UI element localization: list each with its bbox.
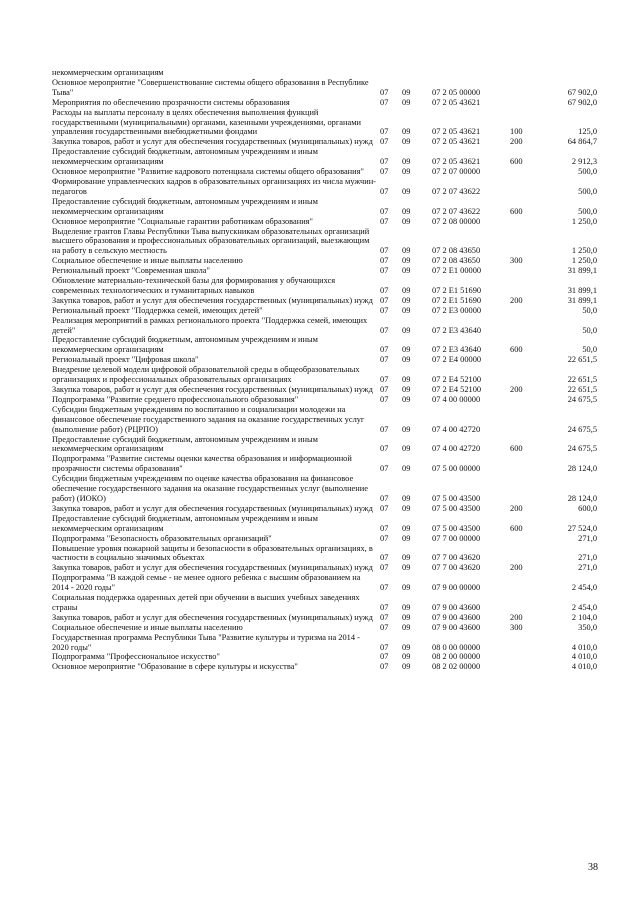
row-amount: 22 651,5: [567, 375, 597, 385]
row-section: 07: [380, 375, 389, 385]
row-expense-type: 200: [510, 612, 523, 622]
row-amount: 4 010,0: [571, 642, 597, 652]
row-name: Мероприятия по обеспечению прозрачности системы образования: [52, 97, 290, 107]
row-expense-type: 600: [510, 157, 523, 167]
row-name: Предоставление субсидий бюджетным, автономным учреждениям и иным некоммерческим организациям: [52, 196, 318, 216]
row-target-article: 07 2 05 43621: [432, 97, 481, 107]
table-row: [52, 435, 597, 455]
table-row: [52, 306, 597, 316]
row-subsection: 09: [402, 345, 411, 355]
row-section: 07: [380, 325, 389, 335]
row-name: Субсидии бюджетным учреждениям по оценке качества образования на финансовое обеспечение государственного задания на оказание государственных услуг (выполнение работ) (ИОКО): [52, 474, 368, 503]
row-subsection: 09: [402, 563, 411, 573]
row-section: 07: [380, 285, 389, 295]
row-subsection: 09: [402, 375, 411, 385]
row-target-article: 07 9 00 00000: [432, 583, 481, 593]
row-section: 07: [380, 612, 389, 622]
row-name: Формирование управленческих кадров в образовательных организациях из числа мужчин-педагогов: [52, 176, 376, 196]
row-amount: 271,0: [578, 533, 597, 543]
row-amount: 500,0: [578, 206, 597, 216]
row-subsection: 09: [402, 394, 411, 404]
row-section: 07: [380, 493, 389, 503]
table-row: [52, 662, 597, 672]
row-amount: 500,0: [578, 167, 597, 177]
row-target-article: 07 2 E4 00000: [432, 355, 482, 365]
row-name: Субсидии бюджетным учреждениям по воспитанию и социализации молодежи на финансовое обеспечение государственного задания на оказание государственных услуг (выполнение работ) (РЦРПО): [52, 404, 365, 434]
row-target-article: 07 2 07 00000: [432, 167, 481, 177]
row-expense-type: 200: [510, 295, 523, 305]
row-amount: 271,0: [578, 553, 597, 563]
row-section: 07: [380, 523, 389, 533]
row-amount: 24 675,5: [567, 424, 597, 434]
row-section: 07: [380, 157, 389, 167]
table-row: [52, 514, 597, 534]
table-row: [52, 137, 597, 147]
row-target-article: 07 2 08 00000: [432, 216, 481, 226]
row-section: 07: [380, 503, 389, 513]
row-subsection: 09: [402, 285, 411, 295]
row-subsection: 09: [402, 87, 411, 97]
row-name: Повышение уровня пожарной защиты и безопасности в образовательных организациях, в частности в социально значимых объектах: [52, 543, 373, 563]
row-subsection: 09: [402, 464, 411, 474]
row-section: 07: [380, 553, 389, 563]
row-name: Расходы на выплаты персоналу в целях обеспечения выполнения функций государственными (муниципальными) органами, казенными учреждениями, органами управления государственными внебюджетными фондами: [52, 107, 361, 137]
row-target-article: 07 5 00 43500: [432, 493, 481, 503]
row-expense-type: 100: [510, 127, 523, 137]
row-amount: 1 250,0: [571, 256, 597, 266]
row-amount: 50,0: [582, 325, 597, 335]
row-name: Подпрограмма "Безопасность образовательных организаций": [52, 533, 272, 543]
table-row: [52, 652, 597, 662]
table-row: [52, 316, 597, 336]
table-row: [52, 623, 597, 633]
row-name: Закупка товаров, работ и услуг для обеспечения государственных (муниципальных) нужд: [52, 295, 373, 305]
row-amount: 22 651,5: [567, 385, 597, 394]
row-section: 07: [380, 345, 389, 355]
row-section: 07: [380, 266, 389, 276]
row-subsection: 09: [402, 493, 411, 503]
row-target-article: 07 5 00 00000: [432, 464, 481, 474]
row-section: 07: [380, 444, 389, 454]
row-subsection: 09: [402, 355, 411, 365]
row-name: Закупка товаров, работ и услуг для обеспечения государственных (муниципальных) нужд: [52, 612, 373, 622]
row-expense-type: 300: [510, 622, 523, 632]
row-expense-type: 600: [510, 345, 523, 355]
row-subsection: 09: [402, 127, 411, 137]
row-target-article: 07 7 00 00000: [432, 533, 481, 543]
row-name: Закупка товаров, работ и услуг для обеспечения государственных (муниципальных) нужд: [52, 137, 373, 147]
row-target-article: 07 5 00 43500: [432, 523, 481, 533]
page-number: 38: [588, 862, 598, 873]
row-target-article: 07 4 00 42720: [432, 444, 481, 454]
row-amount: 4 010,0: [571, 652, 597, 662]
row-target-article: 07 7 00 43620: [432, 553, 481, 563]
row-target-article: 07 9 00 43600: [432, 612, 481, 622]
row-section: 07: [380, 652, 389, 662]
table-row: [52, 633, 597, 653]
row-subsection: 09: [402, 583, 411, 593]
row-name: Подпрограмма "Развитие системы оценки качества образования и информационной прозрачности системы образования": [52, 454, 352, 474]
row-subsection: 09: [402, 305, 411, 315]
row-target-article: 07 2 E4 52100: [432, 385, 482, 394]
row-name: Социальное обеспечение и иные выплаты населению: [52, 622, 243, 632]
row-target-article: 07 7 00 43620: [432, 563, 481, 573]
row-amount: 2 454,0: [571, 602, 597, 612]
row-target-article: 07 2 05 43621: [432, 137, 481, 147]
table-row: [52, 365, 597, 385]
table-row: [52, 276, 597, 296]
row-expense-type: 200: [510, 563, 523, 573]
row-amount: 600,0: [578, 503, 597, 513]
table-row: [52, 563, 597, 573]
row-section: 07: [380, 305, 389, 315]
row-amount: 31 899,1: [567, 285, 597, 295]
row-target-article: 07 9 00 43600: [432, 602, 481, 612]
row-subsection: 09: [402, 206, 411, 216]
row-subsection: 09: [402, 533, 411, 543]
row-section: 07: [380, 385, 389, 394]
budget-table: [52, 68, 597, 672]
row-name: Социальное обеспечение и иные выплаты населению: [52, 256, 243, 266]
table-row: [52, 98, 597, 108]
row-name: Подпрограмма "В каждой семье - не менее одного ребенка с высшим образованием на 2014 - 2020 годы": [52, 573, 361, 593]
row-section: 07: [380, 87, 389, 97]
row-target-article: 07 2 08 43650: [432, 246, 481, 256]
row-target-article: 07 2 05 00000: [432, 87, 481, 97]
row-target-article: 07 2 E1 00000: [432, 266, 482, 276]
row-name: Основное мероприятие "Образование в сфере культуры и искусства": [52, 662, 298, 672]
row-name: Подпрограмма "Профессиональное искусство": [52, 652, 220, 662]
row-target-article: 07 2 E3 43640: [432, 325, 482, 335]
row-section: 07: [380, 295, 389, 305]
row-section: 07: [380, 424, 389, 434]
row-amount: 350,0: [578, 622, 597, 632]
table-row: [52, 177, 597, 197]
row-amount: 125,0: [578, 127, 597, 137]
row-amount: 2 454,0: [571, 583, 597, 593]
row-amount: 4 010,0: [571, 662, 597, 672]
row-section: 07: [380, 464, 389, 474]
table-row: [52, 266, 597, 276]
row-name: Социальная поддержка одаренных детей при обучении в высших учебных заведениях страны: [52, 593, 360, 612]
row-name: Внедрение целевой модели цифровой образовательной среды в общеобразовательных организациях и профессиональных образовательных организациях: [52, 365, 360, 385]
row-target-article: 07 2 07 43622: [432, 206, 481, 216]
row-subsection: 09: [402, 137, 411, 147]
row-section: 07: [380, 206, 389, 216]
row-expense-type: 200: [510, 137, 523, 147]
table-row: [52, 405, 597, 435]
table-row: [52, 385, 597, 395]
row-target-article: 07 4 00 00000: [432, 394, 481, 404]
row-target-article: 07 2 05 43621: [432, 157, 481, 167]
row-name: Региональный проект "Цифровая школа": [52, 355, 199, 365]
row-target-article: 07 2 E3 43640: [432, 345, 482, 355]
row-amount: 28 124,0: [567, 493, 597, 503]
row-subsection: 09: [402, 642, 411, 652]
row-target-article: 07 2 E1 51690: [432, 285, 482, 295]
table-row: [52, 68, 597, 78]
row-section: 07: [380, 394, 389, 404]
row-target-article: 08 2 02 00000: [432, 662, 481, 672]
row-subsection: 09: [402, 662, 411, 672]
row-amount: 500,0: [578, 186, 597, 196]
table-row: [52, 613, 597, 623]
row-section: 07: [380, 583, 389, 593]
table-row: [52, 167, 597, 177]
row-target-article: 07 2 05 43621: [432, 127, 481, 137]
row-name: Предоставление субсидий бюджетным, автономным учреждениям и иным некоммерческим организациям: [52, 147, 318, 167]
row-section: 07: [380, 563, 389, 573]
row-name: Закупка товаров, работ и услуг для обеспечения государственных (муниципальных) нужд: [52, 563, 373, 573]
row-amount: 31 899,1: [567, 266, 597, 276]
table-row: [52, 544, 597, 564]
row-subsection: 09: [402, 186, 411, 196]
row-name: Предоставление субсидий бюджетным, автономным учреждениям и иным некоммерческим организациям: [52, 434, 318, 454]
table-row: [52, 108, 597, 138]
row-subsection: 09: [402, 503, 411, 513]
table-row: [52, 296, 597, 306]
row-subsection: 09: [402, 256, 411, 266]
row-name: Обновление материально-технической базы для формирования у обучающихся современных технологических и гуманитарных навыков: [52, 276, 336, 295]
table-row: [52, 454, 597, 474]
row-subsection: 09: [402, 167, 411, 177]
table-row: [52, 217, 597, 227]
row-subsection: 09: [402, 652, 411, 662]
row-amount: 24 675,5: [567, 444, 597, 454]
table-row: [52, 573, 597, 593]
row-target-article: 07 2 E4 52100: [432, 375, 482, 385]
row-subsection: 09: [402, 325, 411, 335]
row-amount: 1 250,0: [571, 246, 597, 256]
row-section: 07: [380, 137, 389, 147]
row-target-article: 08 0 00 00000: [432, 642, 481, 652]
row-amount: 50,0: [582, 345, 597, 355]
row-subsection: 09: [402, 246, 411, 256]
row-amount: 67 902,0: [567, 87, 597, 97]
row-subsection: 09: [402, 553, 411, 563]
row-target-article: 07 2 08 43650: [432, 256, 481, 266]
row-section: 07: [380, 355, 389, 365]
row-name: Основное мероприятие "Социальные гарантии работникам образования": [52, 216, 313, 226]
row-name: Выделение грантов Главы Республики Тыва выпускникам образовательных организаций высшего образования и профессиональных образовательных организаций, выезжающим на работу в сельскую местность: [52, 226, 370, 256]
row-section: 07: [380, 642, 389, 652]
row-expense-type: 300: [510, 256, 523, 266]
row-name: Государственная программа Республики Тыва "Развитие культуры и туризма на 2014 - 2020 годы": [52, 632, 360, 652]
row-name: Региональный проект "Поддержка семей, имеющих детей": [52, 305, 263, 315]
row-amount: 67 902,0: [567, 97, 597, 107]
row-section: 07: [380, 186, 389, 196]
table-row: [52, 474, 597, 504]
row-amount: 31 899,1: [567, 295, 597, 305]
row-amount: 27 524,0: [567, 523, 597, 533]
table-row: [52, 147, 597, 167]
row-section: 07: [380, 256, 389, 266]
row-amount: 2 104,0: [571, 612, 597, 622]
row-amount: 24 675,5: [567, 394, 597, 404]
row-expense-type: 200: [510, 385, 523, 394]
row-subsection: 09: [402, 157, 411, 167]
row-name: Основное мероприятие "Развитие кадрового потенциала системы общего образования": [52, 167, 364, 177]
row-expense-type: 600: [510, 523, 523, 533]
row-subsection: 09: [402, 444, 411, 454]
table-row: [52, 256, 597, 266]
table-row: [52, 593, 597, 613]
row-section: 07: [380, 127, 389, 137]
row-subsection: 09: [402, 216, 411, 226]
row-amount: 64 864,7: [567, 137, 597, 147]
row-section: 07: [380, 246, 389, 256]
row-amount: 28 124,0: [567, 464, 597, 474]
row-subsection: 09: [402, 612, 411, 622]
row-target-article: 07 9 00 43600: [432, 622, 481, 632]
row-subsection: 09: [402, 523, 411, 533]
row-section: 07: [380, 533, 389, 543]
row-amount: 271,0: [578, 563, 597, 573]
row-subsection: 09: [402, 97, 411, 107]
row-name: Закупка товаров, работ и услуг для обеспечения государственных (муниципальных) нужд: [52, 503, 373, 513]
row-target-article: 07 5 00 43500: [432, 503, 481, 513]
table-row: [52, 78, 597, 98]
table-row: [52, 335, 597, 355]
table-row: [52, 504, 597, 514]
row-name: Подпрограмма "Развитие среднего профессионального образования": [52, 394, 299, 404]
row-amount: 2 912,3: [571, 157, 597, 167]
row-name: Предоставление субсидий бюджетным, автономным учреждениям и иным некоммерческим организациям: [52, 513, 318, 533]
row-target-article: 07 4 00 42720: [432, 424, 481, 434]
table-row: [52, 395, 597, 405]
row-expense-type: 600: [510, 444, 523, 454]
row-subsection: 09: [402, 622, 411, 632]
row-section: 07: [380, 216, 389, 226]
row-subsection: 09: [402, 602, 411, 612]
row-name: Предоставление субсидий бюджетным, автономным учреждениям и иным некоммерческим организациям: [52, 335, 318, 355]
row-name: Основное мероприятие "Совершенствование системы общего образования в Республике Тыва": [52, 77, 369, 97]
table-row: [52, 227, 597, 257]
row-amount: 1 250,0: [571, 216, 597, 226]
table-row: [52, 197, 597, 217]
row-subsection: 09: [402, 385, 411, 394]
row-section: 07: [380, 602, 389, 612]
row-section: 07: [380, 622, 389, 632]
row-target-article: 08 2 00 00000: [432, 652, 481, 662]
row-expense-type: 600: [510, 206, 523, 216]
row-subsection: 09: [402, 295, 411, 305]
table-row: [52, 534, 597, 544]
row-section: 07: [380, 97, 389, 107]
row-name: Реализация мероприятий в рамках регионального проекта "Поддержка семей, имеющих детей": [52, 315, 368, 335]
table-row: [52, 355, 597, 365]
row-name: некоммерческим организациям: [52, 68, 164, 77]
row-target-article: 07 2 07 43622: [432, 186, 481, 196]
row-section: 07: [380, 167, 389, 177]
row-amount: 22 651,5: [567, 355, 597, 365]
row-name: Закупка товаров, работ и услуг для обеспечения государственных (муниципальных) нужд: [52, 385, 373, 394]
row-expense-type: 200: [510, 503, 523, 513]
row-target-article: 07 2 E1 51690: [432, 295, 482, 305]
row-name: Региональный проект "Современная школа": [52, 266, 210, 276]
row-subsection: 09: [402, 266, 411, 276]
row-section: 07: [380, 662, 389, 672]
row-target-article: 07 2 E3 00000: [432, 305, 482, 315]
row-subsection: 09: [402, 424, 411, 434]
row-amount: 50,0: [582, 305, 597, 315]
